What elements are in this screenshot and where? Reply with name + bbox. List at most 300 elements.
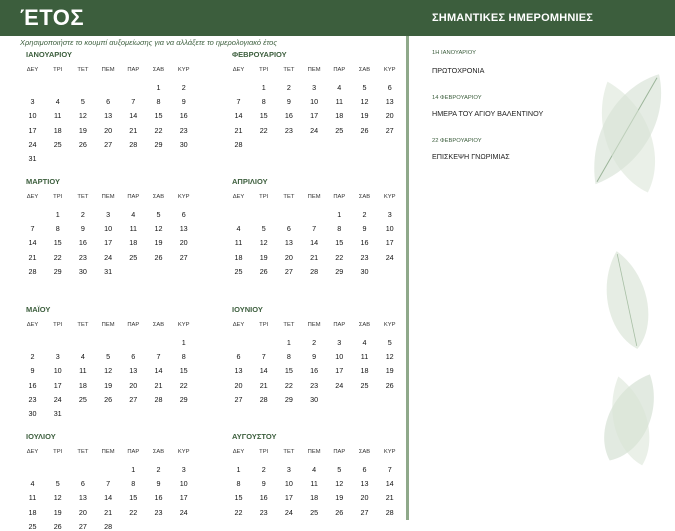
weekday-label: ΚΥΡ: [177, 67, 190, 73]
calendar-day[interactable]: 24: [179, 507, 188, 517]
calendar-day[interactable]: 26: [259, 266, 268, 276]
weekday-label: ΚΥΡ: [383, 67, 396, 73]
calendar-day[interactable]: 11: [129, 224, 138, 234]
event-name[interactable]: ΠΡΩΤΟΧΡΟΝΙΑ: [432, 66, 485, 75]
calendar-day[interactable]: 28: [259, 394, 268, 404]
calendar-day[interactable]: 13: [284, 238, 293, 248]
calendar-day[interactable]: 7: [106, 479, 111, 489]
calendar-day[interactable]: 9: [261, 479, 266, 489]
weekday-label: ΔΕΥ: [26, 322, 39, 328]
weekday-label: ΤΡΙ: [53, 67, 63, 73]
weekday-label: ΤΡΙ: [53, 322, 63, 328]
calendar-day[interactable]: 11: [360, 352, 369, 362]
calendar-day[interactable]: 18: [53, 125, 62, 135]
calendar-day[interactable]: 13: [234, 366, 243, 376]
calendar-day[interactable]: 10: [28, 111, 37, 121]
calendar-day[interactable]: 23: [154, 507, 163, 517]
weekday-label: ΔΕΥ: [26, 194, 39, 200]
calendar-day[interactable]: 25: [28, 521, 37, 531]
calendar-day[interactable]: 20: [179, 238, 188, 248]
calendar-day[interactable]: 10: [385, 224, 394, 234]
event-date: 1Η ΙΑΝΟΥΑΡΙΟΥ: [432, 50, 476, 56]
calendar-day[interactable]: 3: [312, 83, 317, 92]
calendar-day[interactable]: 23: [284, 125, 293, 135]
calendar-day[interactable]: 5: [80, 97, 85, 107]
calendar-day[interactable]: 13: [104, 111, 113, 121]
calendar-day[interactable]: 1: [286, 338, 291, 347]
calendar-day[interactable]: 3: [181, 465, 186, 474]
calendar-day[interactable]: 26: [154, 252, 163, 262]
weekday-label: ΠΕΜ: [101, 322, 115, 328]
calendar-day[interactable]: 9: [80, 224, 85, 234]
weekday-label: ΠΑΡ: [333, 194, 346, 200]
calendar-day[interactable]: 5: [261, 224, 266, 234]
calendar-day[interactable]: 4: [55, 97, 60, 107]
calendar-day[interactable]: 17: [28, 125, 37, 135]
weekday-label: ΔΕΥ: [26, 67, 39, 73]
weekday-label: ΚΥΡ: [383, 322, 396, 328]
event-date: 14 ΦΕΒΡΟΥΑΡΙΟΥ: [432, 95, 482, 101]
calendar-day[interactable]: 10: [335, 352, 344, 362]
calendar-day[interactable]: 18: [78, 380, 87, 390]
event-date: 22 ΦΕΒΡΟΥΑΡΙΟΥ: [432, 138, 482, 144]
important-dates-title: ΣΗΜΑΝΤΙΚΕΣ ΗΜΕΡΟΜΗΝΙΕΣ: [432, 12, 594, 24]
calendar-day[interactable]: 2: [312, 338, 317, 347]
calendar-day[interactable]: 15: [53, 238, 62, 248]
weekday-label: ΚΥΡ: [383, 449, 396, 455]
calendar-day[interactable]: 26: [53, 521, 62, 531]
calendar-day[interactable]: 29: [154, 139, 163, 149]
weekday-label: ΠΕΜ: [307, 194, 321, 200]
calendar-day[interactable]: 27: [284, 266, 293, 276]
weekday-label: ΣΑΒ: [152, 322, 165, 328]
page-title[interactable]: ΈΤΟΣ: [20, 5, 85, 30]
calendar-day[interactable]: 29: [335, 266, 344, 276]
calendar-day[interactable]: 15: [179, 366, 188, 376]
weekday-label: ΤΕΤ: [77, 194, 89, 200]
calendar-day[interactable]: 24: [385, 252, 394, 262]
calendar-day[interactable]: 25: [234, 266, 243, 276]
calendar-day[interactable]: 9: [362, 224, 367, 234]
calendar-day[interactable]: 13: [179, 224, 188, 234]
calendar-day[interactable]: 27: [179, 252, 188, 262]
calendar-day[interactable]: 15: [234, 493, 243, 503]
calendar-day[interactable]: 3: [387, 210, 392, 219]
calendar-day[interactable]: 14: [385, 479, 394, 489]
calendar-day[interactable]: 8: [156, 97, 161, 107]
calendar-day[interactable]: 23: [360, 252, 369, 262]
calendar-day[interactable]: 6: [181, 210, 186, 219]
calendar-day[interactable]: 20: [78, 507, 87, 517]
calendar-day[interactable]: 20: [284, 252, 293, 262]
calendar-day[interactable]: 25: [335, 125, 344, 135]
weekday-label: ΚΥΡ: [383, 194, 396, 200]
calendar-day[interactable]: 8: [131, 479, 136, 489]
calendar-day[interactable]: 3: [55, 352, 60, 362]
calendar-day[interactable]: 15: [284, 366, 293, 376]
calendar-day[interactable]: 24: [335, 380, 344, 390]
calendar-day[interactable]: 31: [53, 409, 62, 418]
calendar-day[interactable]: 21: [310, 252, 319, 262]
weekday-label: ΠΑΡ: [333, 67, 346, 73]
calendar-day[interactable]: 25: [310, 507, 319, 517]
calendar-day[interactable]: 16: [28, 380, 37, 390]
calendar-day[interactable]: 31: [28, 154, 37, 163]
calendar-day[interactable]: 9: [30, 366, 35, 376]
calendar-day[interactable]: 3: [337, 338, 342, 347]
month-name: ΙΟΥΛΙΟΥ: [26, 432, 56, 441]
calendar-day[interactable]: 4: [80, 352, 85, 362]
calendar-day[interactable]: 30: [78, 266, 87, 276]
weekday-label: ΣΑΒ: [358, 194, 371, 200]
calendar-day[interactable]: 19: [259, 252, 268, 262]
calendar-day[interactable]: 22: [335, 252, 344, 262]
calendar-day[interactable]: 6: [131, 352, 136, 362]
calendar-day[interactable]: 21: [259, 380, 268, 390]
calendar-day[interactable]: 18: [335, 111, 344, 121]
weekday-label: ΣΑΒ: [152, 67, 165, 73]
calendar-day[interactable]: 12: [78, 111, 87, 121]
calendar-day[interactable]: 8: [261, 97, 266, 107]
calendar-day[interactable]: 22: [53, 252, 62, 262]
month-name: ΑΠΡΙΛΙΟΥ: [232, 177, 268, 186]
calendar-day[interactable]: 24: [28, 139, 37, 149]
calendar-day[interactable]: 23: [28, 394, 37, 404]
calendar-day[interactable]: 11: [310, 479, 318, 489]
calendar-day[interactable]: 12: [385, 352, 394, 362]
weekday-label: ΤΡΙ: [259, 322, 269, 328]
calendar-day[interactable]: 12: [104, 366, 113, 376]
calendar-day[interactable]: 13: [78, 493, 87, 503]
weekday-label: ΠΕΜ: [101, 194, 115, 200]
calendar-day[interactable]: 20: [129, 380, 138, 390]
calendar-day[interactable]: 27: [129, 394, 138, 404]
calendar-day[interactable]: 5: [106, 352, 111, 362]
calendar-day[interactable]: 22: [234, 507, 243, 517]
calendar-day[interactable]: 1: [55, 210, 60, 219]
calendar-day[interactable]: 14: [154, 366, 163, 376]
calendar-day[interactable]: 19: [385, 366, 394, 376]
calendar-day[interactable]: 18: [310, 493, 319, 503]
calendar-day[interactable]: 20: [234, 380, 243, 390]
calendar-day[interactable]: 6: [80, 479, 85, 489]
calendar-day[interactable]: 22: [154, 125, 163, 135]
calendar-day[interactable]: 19: [53, 507, 62, 517]
calendar-day[interactable]: 10: [53, 366, 62, 376]
calendar-day[interactable]: 1: [236, 465, 241, 474]
calendar-day[interactable]: 22: [129, 507, 138, 517]
calendar-day[interactable]: 21: [234, 125, 243, 135]
calendar-day[interactable]: 31: [104, 266, 113, 276]
weekday-label: ΤΕΤ: [77, 322, 89, 328]
calendar-day[interactable]: 24: [104, 252, 113, 262]
calendar-day[interactable]: 16: [284, 111, 293, 121]
calendar-day[interactable]: 7: [312, 224, 317, 234]
weekday-label: ΣΑΒ: [358, 449, 371, 455]
calendar-day[interactable]: 17: [310, 111, 319, 121]
calendar-day[interactable]: 3: [30, 97, 35, 107]
calendar-day[interactable]: 28: [154, 394, 163, 404]
calendar-day[interactable]: 2: [362, 210, 367, 219]
calendar-day[interactable]: 7: [156, 352, 161, 362]
calendar-day[interactable]: 5: [156, 210, 161, 219]
calendar-day[interactable]: 28: [104, 521, 113, 531]
weekday-label: ΠΕΜ: [307, 449, 321, 455]
calendar-day[interactable]: 8: [236, 479, 241, 489]
calendar-day[interactable]: 12: [259, 238, 268, 248]
calendar-day[interactable]: 4: [362, 338, 367, 347]
calendar-day[interactable]: 2: [80, 210, 85, 219]
calendar-day[interactable]: 28: [310, 266, 319, 276]
month-name: ΙΑΝΟΥΑΡΙΟΥ: [26, 50, 72, 59]
weekday-label: ΠΑΡ: [127, 67, 140, 73]
calendar-day[interactable]: 15: [129, 493, 138, 503]
calendar-day[interactable]: 7: [30, 224, 35, 234]
calendar-day[interactable]: 12: [335, 479, 344, 489]
calendar-day[interactable]: 8: [286, 352, 291, 362]
calendar-day[interactable]: 28: [234, 139, 243, 149]
calendar-day[interactable]: 14: [310, 238, 319, 248]
weekday-label: ΤΡΙ: [259, 67, 269, 73]
calendar-day[interactable]: 20: [104, 125, 113, 135]
weekday-label: ΣΑΒ: [358, 67, 371, 73]
calendar-day[interactable]: 30: [360, 266, 369, 276]
weekday-label: ΚΥΡ: [177, 194, 190, 200]
calendar-day[interactable]: 7: [131, 97, 136, 107]
calendar-day[interactable]: 2: [30, 352, 35, 362]
calendar-day[interactable]: 27: [234, 394, 243, 404]
calendar-day[interactable]: 26: [360, 125, 369, 135]
calendar-day[interactable]: 5: [387, 338, 392, 347]
weekday-label: ΔΕΥ: [232, 449, 245, 455]
calendar-day[interactable]: 18: [129, 238, 138, 248]
calendar-day[interactable]: 29: [53, 266, 62, 276]
calendar-day[interactable]: 27: [385, 125, 394, 135]
calendar-day[interactable]: 15: [259, 111, 268, 121]
calendar-day[interactable]: 6: [286, 224, 291, 234]
calendar-day[interactable]: 14: [234, 111, 243, 121]
calendar-day[interactable]: 22: [259, 125, 268, 135]
calendar-day[interactable]: 19: [78, 125, 87, 135]
calendar-day[interactable]: 2: [261, 465, 266, 474]
month-name: ΦΕΒΡΟΥΑΡΙΟΥ: [232, 50, 287, 59]
calendar-day[interactable]: 14: [259, 366, 268, 376]
calendar-day[interactable]: 28: [28, 266, 37, 276]
calendar-day[interactable]: 4: [337, 83, 342, 92]
calendar-day[interactable]: 20: [360, 493, 369, 503]
calendar-day[interactable]: 25: [53, 139, 62, 149]
calendar-day[interactable]: 19: [335, 493, 344, 503]
calendar-day[interactable]: 6: [236, 352, 241, 362]
weekday-label: ΤΡΙ: [259, 449, 269, 455]
calendar-day[interactable]: 16: [179, 111, 188, 121]
weekday-label: ΣΑΒ: [358, 322, 371, 328]
calendar-day[interactable]: 27: [360, 507, 369, 517]
calendar-day[interactable]: 3: [286, 465, 291, 474]
calendar-day[interactable]: 13: [129, 366, 138, 376]
calendar-day[interactable]: 17: [179, 493, 188, 503]
calendar-day[interactable]: 16: [259, 493, 268, 503]
calendar-day[interactable]: 11: [234, 238, 243, 248]
calendar-day[interactable]: 16: [78, 238, 87, 248]
weekday-label: ΔΕΥ: [232, 194, 245, 200]
calendar-day[interactable]: 4: [236, 224, 241, 234]
calendar-day[interactable]: 14: [104, 493, 113, 503]
calendar-day[interactable]: 24: [53, 394, 62, 404]
calendar-day[interactable]: 23: [179, 125, 188, 135]
calendar-day[interactable]: 21: [154, 380, 163, 390]
event-name[interactable]: ΗΜΕΡΑ ΤΟΥ ΑΓΙΟΥ ΒΑΛΕΝΤΙΝΟΥ: [432, 109, 544, 118]
weekday-label: ΠΑΡ: [333, 449, 346, 455]
leaf-decoration-icon: [595, 365, 665, 470]
leaf-decoration-icon: [588, 58, 668, 198]
calendar-day[interactable]: 30: [310, 394, 319, 404]
weekday-label: ΠΕΜ: [307, 322, 321, 328]
calendar-day[interactable]: 13: [385, 97, 394, 107]
calendar-day[interactable]: 17: [385, 238, 394, 248]
calendar-day[interactable]: 15: [154, 111, 163, 121]
calendar-day[interactable]: 4: [312, 465, 317, 474]
calendar-day[interactable]: 21: [385, 493, 394, 503]
calendar-day[interactable]: 10: [310, 97, 319, 107]
calendar-day[interactable]: 14: [28, 238, 37, 248]
weekday-label: ΔΕΥ: [232, 67, 245, 73]
calendar-day[interactable]: 23: [259, 507, 268, 517]
calendar-day[interactable]: 25: [78, 394, 87, 404]
calendar-day[interactable]: 15: [335, 238, 344, 248]
month-name: ΜΑΡΤΙΟΥ: [26, 177, 60, 186]
calendar-day[interactable]: 30: [28, 409, 37, 418]
calendar-day[interactable]: 22: [179, 380, 188, 390]
calendar-day[interactable]: 1: [337, 210, 342, 219]
calendar-day[interactable]: 28: [385, 507, 394, 517]
calendar-day[interactable]: 5: [362, 83, 367, 92]
calendar-day[interactable]: 11: [53, 111, 62, 121]
calendar-day[interactable]: 8: [337, 224, 342, 234]
calendar-day[interactable]: 26: [78, 139, 87, 149]
calendar-day[interactable]: 12: [360, 97, 369, 107]
calendar-day[interactable]: 10: [179, 479, 188, 489]
calendar-day[interactable]: 14: [129, 111, 138, 121]
weekday-label: ΣΑΒ: [152, 194, 165, 200]
calendar-day[interactable]: 9: [156, 479, 161, 489]
weekday-label: ΤΕΤ: [77, 449, 89, 455]
calendar-day[interactable]: 17: [284, 493, 293, 503]
instructions-text: Χρησιμοποιήστε το κουμπί αυξομείωσης για να αλλάξετε το ημερολογιακό έτος: [20, 38, 277, 47]
weekday-label: ΤΡΙ: [53, 194, 63, 200]
calendar-day[interactable]: 16: [154, 493, 163, 503]
calendar-day[interactable]: 3: [106, 210, 111, 219]
calendar-day[interactable]: 26: [385, 380, 394, 390]
calendar-day[interactable]: 11: [335, 97, 344, 107]
calendar-day[interactable]: 16: [360, 238, 369, 248]
calendar-day[interactable]: 24: [284, 507, 293, 517]
weekday-label: ΠΕΜ: [307, 67, 321, 73]
weekday-label: ΤΕΤ: [283, 67, 295, 73]
calendar-day[interactable]: 8: [55, 224, 60, 234]
calendar-day[interactable]: 12: [154, 224, 163, 234]
calendar-day[interactable]: 18: [28, 507, 37, 517]
calendar-day[interactable]: 27: [78, 521, 87, 531]
calendar-day[interactable]: 10: [104, 224, 113, 234]
calendar-day[interactable]: 29: [284, 394, 293, 404]
calendar-day[interactable]: 2: [286, 83, 291, 92]
calendar-day[interactable]: 1: [131, 465, 136, 474]
calendar-day[interactable]: 9: [181, 97, 186, 107]
calendar-day[interactable]: 26: [104, 394, 113, 404]
calendar-day[interactable]: 4: [131, 210, 136, 219]
calendar-day[interactable]: 2: [181, 83, 186, 92]
calendar-day[interactable]: 19: [360, 111, 369, 121]
calendar-day[interactable]: 24: [310, 125, 319, 135]
calendar-day[interactable]: 27: [104, 139, 113, 149]
calendar-day[interactable]: 18: [360, 366, 369, 376]
calendar-day[interactable]: 19: [104, 380, 113, 390]
calendar-day[interactable]: 6: [362, 465, 367, 474]
calendar-day[interactable]: 7: [236, 97, 241, 107]
calendar-day[interactable]: 22: [284, 380, 293, 390]
weekday-label: ΤΕΤ: [283, 194, 295, 200]
calendar-day[interactable]: 10: [284, 479, 293, 489]
event-name[interactable]: ΕΠΙΣΚΕΨΗ ΓΝΩΡΙΜΙΑΣ: [432, 152, 510, 161]
calendar-day[interactable]: 29: [179, 394, 188, 404]
calendar-day[interactable]: 25: [129, 252, 138, 262]
calendar-day[interactable]: 28: [129, 139, 138, 149]
calendar-day[interactable]: 8: [181, 352, 186, 362]
month-name: ΑΥΓΟΥΣΤΟΥ: [232, 432, 277, 441]
calendar-day[interactable]: 23: [310, 380, 319, 390]
calendar-day[interactable]: 12: [53, 493, 62, 503]
calendar-day[interactable]: 7: [387, 465, 392, 474]
calendar-day[interactable]: 6: [387, 83, 392, 92]
calendar-day[interactable]: 17: [53, 380, 62, 390]
calendar-day[interactable]: 9: [312, 352, 317, 362]
calendar-day[interactable]: 17: [335, 366, 344, 376]
calendar-day[interactable]: 11: [28, 493, 37, 503]
calendar-day[interactable]: 9: [286, 97, 291, 107]
calendar-day[interactable]: 2: [156, 465, 161, 474]
weekday-label: ΠΕΜ: [101, 449, 115, 455]
calendar-day[interactable]: 16: [310, 366, 319, 376]
calendar-day[interactable]: 18: [234, 252, 243, 262]
calendar-day[interactable]: 17: [104, 238, 113, 248]
calendar-day[interactable]: 26: [335, 507, 344, 517]
weekday-label: ΚΥΡ: [177, 322, 190, 328]
calendar-day[interactable]: 11: [79, 366, 87, 376]
calendar-day[interactable]: 21: [129, 125, 138, 135]
calendar-day[interactable]: 5: [55, 479, 60, 489]
weekday-label: ΚΥΡ: [177, 449, 190, 455]
calendar-day[interactable]: 19: [154, 238, 163, 248]
calendar-day[interactable]: 1: [261, 83, 266, 92]
calendar-day[interactable]: 7: [261, 352, 266, 362]
weekday-label: ΠΑΡ: [333, 322, 346, 328]
calendar-day[interactable]: 23: [78, 252, 87, 262]
calendar-day[interactable]: 1: [156, 83, 161, 92]
leaf-decoration-icon: [592, 245, 662, 355]
calendar-day[interactable]: 21: [104, 507, 113, 517]
weekday-label: ΔΕΥ: [232, 322, 245, 328]
calendar-day[interactable]: 4: [30, 479, 35, 489]
calendar-day[interactable]: 30: [179, 139, 188, 149]
calendar-day[interactable]: 25: [360, 380, 369, 390]
calendar-day[interactable]: 5: [337, 465, 342, 474]
calendar-day[interactable]: 1: [181, 338, 186, 347]
calendar-day[interactable]: 13: [360, 479, 369, 489]
calendar-day[interactable]: 6: [106, 97, 111, 107]
calendar-day[interactable]: 20: [385, 111, 394, 121]
calendar-day[interactable]: 21: [28, 252, 37, 262]
